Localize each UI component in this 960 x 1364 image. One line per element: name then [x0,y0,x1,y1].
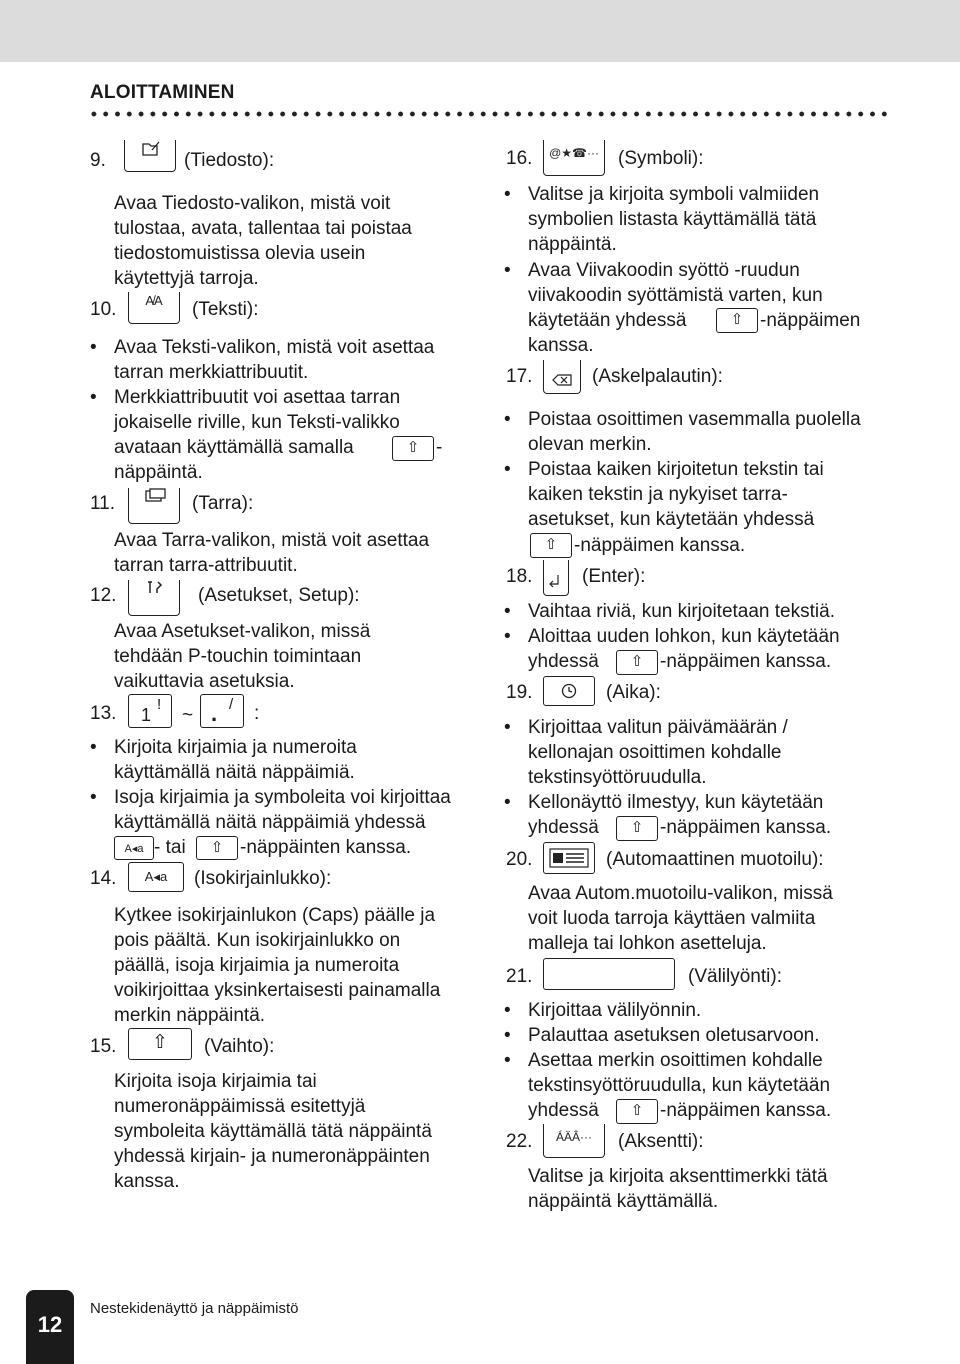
item-21-bullet-3b: tekstinsyöttöruudulla, kun käytetään [528,1075,831,1096]
item-17-bullet-2d: -näppäimen kanssa. [574,535,746,556]
shift-arrow-icon: ⇧ [406,439,420,456]
item-14-desc-4: voikirjoittaa yksinkertaisesti painamalla [114,980,441,1001]
shift-key [616,650,658,675]
accent-icon: ÁÄÂ··· [556,1130,592,1144]
item-21-bullet-3d: -näppäimen kanssa. [660,1100,832,1121]
space-key [543,958,675,990]
shift-arrow-icon: ⇧ [730,311,744,328]
item-16-number: 16. [506,148,533,169]
item-10-bullet-1a: • Avaa Teksti-valikon, mistä voit asettaa [114,335,434,360]
item-19-bullet-2c: -näppäimen kanssa. [660,817,832,838]
caps-key-small [114,836,154,860]
item-16-bullet-2a: • Avaa Viivakoodin syöttö -ruudun [528,258,800,283]
shift-key [196,836,238,860]
item-9-number: 9. [90,150,106,171]
item-19-bullet-1b: kellonajan osoittimen kohdalle [528,742,782,763]
item-18-bullet-2a: • Aloittaa uuden lohkon, kun käytetään [528,624,840,649]
item-17-bullet-2a: • Poistaa kaiken kirjoitetun tekstin tai [528,457,824,482]
item-16-bullet-2d: -näppäimen [760,310,861,331]
item-13-bullet-1b: käyttämällä näitä näppäimiä. [114,762,355,783]
item-14-number: 14. [90,868,117,889]
shift-key [716,308,758,333]
key-1 [128,694,172,728]
key-period-main: . [211,701,218,726]
enter-icon [549,574,561,588]
page-number-tab [26,1290,74,1364]
text-key [128,292,180,324]
item-19-bullet-1c: tekstinsyöttöruudulla. [528,767,707,788]
label-icon [144,488,166,504]
item-9-desc-4: käytettyjä tarroja. [114,268,259,289]
item-15-desc-2: numeronäppäimissä esitettyjä [114,1096,366,1117]
key-period [200,694,244,728]
item-10-bullet-2a: • Merkkiattribuutit voi asettaa tarran [114,385,400,410]
key-1-main: 1 [141,705,152,725]
item-10-bullet-2d: - [436,437,443,458]
tools-icon [144,580,166,596]
text-attribute-icon: A̸A [145,293,163,308]
footer-text: Nestekidenäyttö ja näppäimistö [90,1300,299,1317]
item-10-bullet-2b: jokaiselle riville, kun Teksti-valikko [114,412,400,433]
item-11-label: (Tarra): [192,493,254,514]
item-13-bullet-2a: • Isoja kirjaimia ja symboleita voi kirjoittaa [114,785,451,810]
shift-arrow-icon: ⇧ [630,1102,644,1119]
shift-key [616,1099,658,1124]
file-icon [140,140,162,158]
item-11-desc-1: Avaa Tarra-valikon, mistä voit asettaa [114,530,430,551]
item-16-bullet-2b: viivakoodin syöttämistä varten, kun [528,285,823,306]
item-9-label: (Tiedosto): [184,150,275,171]
top-band [0,0,960,62]
item-20-number: 20. [506,849,533,870]
shift-arrow-icon: ⇧ [544,536,558,553]
caps-icon: A◂a [124,843,144,855]
item-15-desc-1: Kirjoita isoja kirjaimia tai [114,1071,317,1092]
caps-icon: A◂a [144,869,168,884]
item-15-label: (Vaihto): [204,1036,275,1057]
item-21-bullet-3c: yhdessä [528,1100,599,1121]
file-key [124,140,176,172]
item-21-label: (Välilyönti): [688,966,782,987]
item-17-bullet-1b: olevan merkin. [528,434,652,455]
item-18-label: (Enter): [582,566,646,587]
item-14-desc-1: Kytkee isokirjainlukon (Caps) päälle ja [114,905,436,926]
item-13-bullet-2c: - tai [154,837,186,858]
item-22-desc-1: Valitse ja kirjoita aksenttimerkki tätä [528,1166,828,1187]
item-20-label: (Automaattinen muotoilu): [606,849,824,870]
time-key [543,676,595,706]
clock-icon [561,683,577,699]
item-16-bullet-1c: näppäintä. [528,234,617,255]
item-12-number: 12. [90,585,117,606]
shift-key [616,816,658,841]
item-11-desc-2: tarran tarra-attribuutit. [114,555,298,576]
item-18-bullet-2c: -näppäimen kanssa. [660,651,832,672]
item-9-desc-2: tulostaa, avata, tallentaa tai poistaa [114,218,412,239]
shift-arrow-icon: ⇧ [630,653,644,670]
item-19-label: (Aika): [606,682,661,703]
item-14-desc-3: päällä, isoja kirjaimia ja numeroita [114,955,400,976]
item-17-bullet-1a: • Poistaa osoittimen vasemmalla puolella [528,407,861,432]
item-12-label: (Asetukset, Setup): [198,585,360,606]
item-16-bullet-1a: • Valitse ja kirjoita symboli valmiiden [528,182,819,207]
shift-key-large [128,1028,192,1060]
item-22-number: 22. [506,1131,533,1152]
item-13-number: 13. [90,703,117,724]
item-14-desc-5: merkin näppäintä. [114,1005,266,1026]
item-20-desc-3: malleja tai lohkon asetteluja. [528,933,767,954]
item-10-bullet-2e: näppäintä. [114,462,203,483]
item-21-bullet-2: • Palauttaa asetuksen oletusarvoon. [528,1023,820,1048]
section-title: ALOITTAMINEN [90,82,235,103]
item-13-tilde: ~ [182,705,194,726]
shift-arrow-icon: ⇧ [630,819,644,836]
item-14-desc-2: pois päältä. Kun isokirjainlukko on [114,930,401,951]
item-13-bullet-2b: käyttämällä näitä näppäimiä yhdessä [114,812,426,833]
symbol-icon: @★☎··· [549,146,599,160]
autoformat-key [543,842,595,874]
item-15-desc-3: symboleita käyttämällä tätä näppäintä [114,1121,432,1142]
item-11-number: 11. [90,493,116,514]
backspace-icon [552,374,572,386]
item-17-number: 17. [506,366,533,387]
item-15-desc-5: kanssa. [114,1171,180,1192]
item-14-label: (Isokirjainlukko): [194,868,332,889]
item-15-number: 15. [90,1036,117,1057]
item-16-bullet-2e: kanssa. [528,335,594,356]
item-16-bullet-1b: symbolien listasta käyttämällä tätä [528,209,817,230]
label-key [128,488,180,524]
setup-key [128,580,180,616]
item-10-label: (Teksti): [192,299,259,320]
item-18-number: 18. [506,566,533,587]
key-1-sup: ! [157,696,162,713]
layout-icon [549,848,589,868]
dotted-rule [88,110,888,118]
item-13-bullet-2d: -näppäinten kanssa. [240,837,412,858]
item-15-desc-4: yhdessä kirjain- ja numeronäppäinten [114,1146,430,1167]
item-16-bullet-2c: käytetään yhdessä [528,310,687,331]
item-18-bullet-1: • Vaihtaa riviä, kun kirjoitetaan tekstiä. [528,599,835,624]
shift-arrow-icon: ⇧ [152,1032,168,1053]
item-19-bullet-2a: • Kellonäyttö ilmestyy, kun käytetään [528,790,823,815]
item-16-label: (Symboli): [618,148,704,169]
caps-key [128,862,184,892]
item-20-desc-1: Avaa Autom.muotoilu-valikon, missä [528,883,833,904]
item-21-number: 21. [506,966,533,987]
item-17-label: (Askelpalautin): [592,366,723,387]
item-19-number: 19. [506,682,533,703]
key-period-sup: / [229,696,234,713]
shift-arrow-icon: ⇧ [210,839,224,856]
item-10-bullet-2c: avataan käyttämällä samalla [114,437,354,458]
item-10-number: 10. [90,299,117,320]
item-22-desc-2: näppäintä käyttämällä. [528,1191,719,1212]
item-17-bullet-2c: asetukset, kun käytetään yhdessä [528,509,815,530]
shift-key [530,533,572,558]
item-19-bullet-2b: yhdessä [528,817,599,838]
item-18-bullet-2b: yhdessä [528,651,599,672]
item-12-desc-1: Avaa Asetukset-valikon, missä [114,621,371,642]
item-12-desc-3: vaikuttavia asetuksia. [114,671,295,692]
item-22-label: (Aksentti): [618,1131,704,1152]
item-21-bullet-1: • Kirjoittaa välilyönnin. [528,998,701,1023]
item-21-bullet-3a: • Asettaa merkin osoittimen kohdalle [528,1048,823,1073]
symbol-key [543,140,605,176]
backspace-key [543,360,581,394]
item-12-desc-2: tehdään P-touchin toimintaan [114,646,362,667]
accent-key [543,1124,605,1158]
item-13-colon: : [254,703,260,724]
shift-key [392,436,434,461]
item-9-desc-3: tiedostomuistissa olevia usein [114,243,366,264]
item-9-desc-1: Avaa Tiedosto-valikon, mistä voit [114,193,391,214]
page-number: 12 [37,1312,63,1337]
item-13-bullet-1a: • Kirjoita kirjaimia ja numeroita [114,735,357,760]
item-10-bullet-1b: tarran merkkiattribuutit. [114,362,309,383]
item-19-bullet-1a: • Kirjoittaa valitun päivämäärän / [528,715,788,740]
item-20-desc-2: voit luoda tarroja käyttäen valmiita [528,908,816,929]
item-17-bullet-2b: kaiken tekstin ja nykyiset tarra- [528,484,788,505]
enter-key [543,560,569,596]
